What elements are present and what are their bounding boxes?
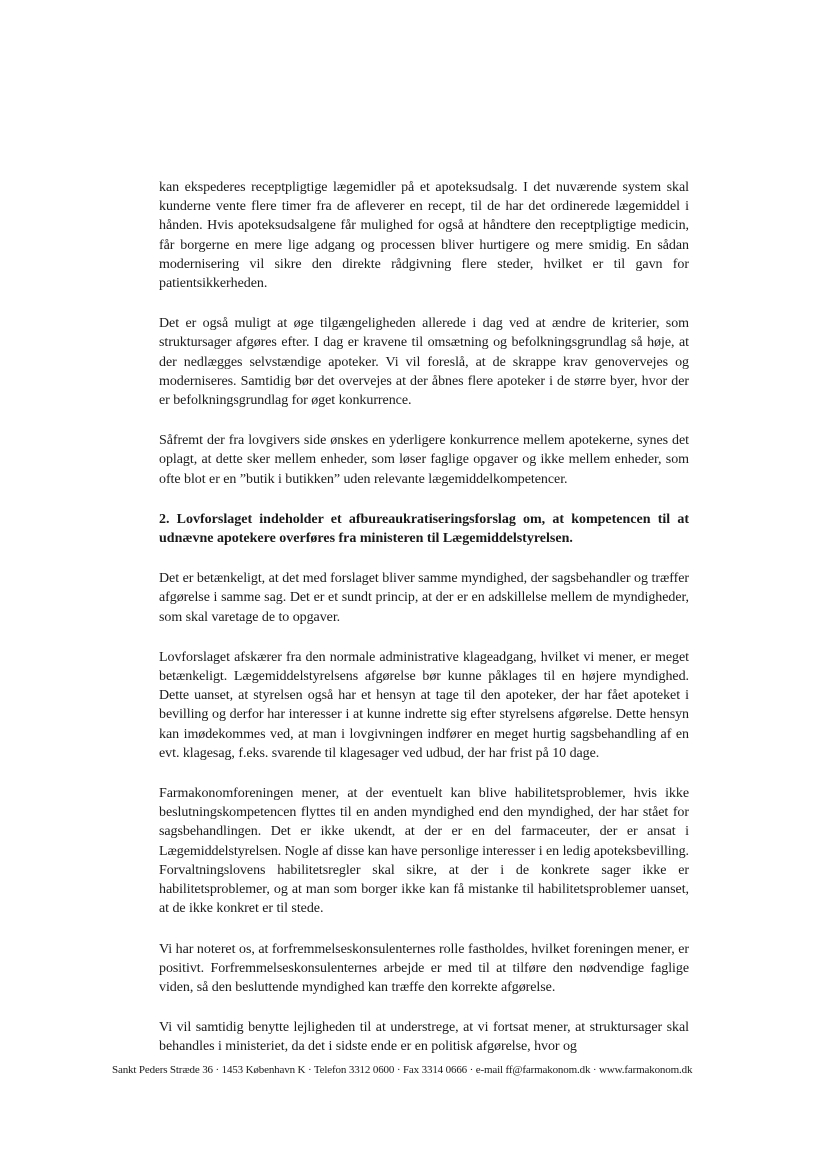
paragraph-7: Vi har noteret os, at forfremmelseskonsulenternes rolle fastholdes, hvilket foreningen mener, er positivt. Forfremmelseskonsulenternes arbejde er med til at tilføre den nødvendige faglige viden, så den besluttende myndighed kan træffe den korrekte afgørelse. — [159, 941, 689, 995]
paragraph-1: kan ekspederes receptpligtige lægemidler på et apoteksudsalg. I det nuværende system skal kunderne vente flere timer fra de afleverer en recept, til de har det ordinerede lægemiddel i hånden. Hvis apoteksudsalgene får mulighed for også at håndtere den receptpligtige medicin, får borgerne en mere lige adgang og processen bliver hurtigere og mere smidig. En sådan modernisering vil sikre den direkte rådgivning flere steder, hvilket er til gavn for patientsikkerheden. — [159, 180, 689, 292]
paragraph-2: Det er også muligt at øge tilgængeligheden allerede i dag ved at ændre de kriterier, som struktursager afgøres efter. I dag er kravene til omsætning og befolkningsgrundlag så høje, at der nedlægges selvstændige apoteker. Vi vil foreslå, at de skrappe krav genovervejes og moderniseres. Samtidig bør det overvejes at der åbnes flere apoteker i de større byer, hvor der er befolkningsgrundlag for øget konkurrence. — [159, 316, 689, 409]
paragraph-4: Det er betænkeligt, at det med forslaget bliver samme myndighed, der sagsbehandler og træffer afgørelse i samme sag. Det er et sundt princip, at der er en adskillelse mellem de myndigheder, som skal varetage de to opgaver. — [159, 571, 689, 625]
section-heading: 2. Lovforslaget indeholder et afbureaukratiseringsforslag om, at kompetencen til at udnævne apotekere overføres fra ministeren til Lægemiddelstyrelsen. — [159, 511, 689, 547]
paragraph-5: Lovforslaget afskærer fra den normale administrative klageadgang, hvilket vi mener, er meget betænkeligt. Lægemiddelstyrelsens afgørelse bør kunne påklages til en højere myndighed. Dette uanset, at styrelsen også har et hensyn at tage til den apoteker, der har fået apoteket i bevilling og derfor har interesser i at kunne indrette sig efter styrelsens afgørelse. Dette hensyn kan imødekommes ved, at man i lovgivningen indfører en meget hurtig sagsbehandling af en evt. klagesag, f.eks. svarende til klagesager ved udbud, der har frist på 10 dage. — [159, 649, 689, 761]
document-body — [159, 178, 689, 1078]
paragraph-8: Vi vil samtidig benytte lejligheden til at understrege, at vi fortsat mener, at struktursager skal behandles i ministeriet, da det i sidste ende er en politisk afgørelse, hvor og — [159, 1020, 689, 1055]
paragraph-6: Farmakonomforeningen mener, at der eventuelt kan blive habilitetsproblemer, hvis ikke beslutningskompetencen flyttes til en anden myndighed end den myndighed, der har stået for sagsbehandlingen. Det er ikke ukendt, at der er en del farmaceuter, der er ansat i Lægemiddelstyrelsen. Nogle af disse kan have personlige interesser i en ledig apoteksbevilling. Forvaltningslovens habilitetsregler skal sikre, at der i de konkrete sager ikke er habilitetsproblemer, og at man som borger ikke kan få mistanke til habilitetsproblemer uanset, at de ikke konkret er til stede. — [159, 786, 689, 917]
paragraph-3: Såfremt der fra lovgivers side ønskes en yderligere konkurrence mellem apotekerne, synes det oplagt, at dette sker mellem enheder, som løser faglige opgaver og ikke mellem enheder, som ofte blot er en ”butik i butikken” uden relevante lægemiddelkompetencer. — [159, 433, 689, 487]
page-footer: Sankt Peders Stræde 36 · 1453 København K · Telefon 3312 0600 · Fax 3314 0666 · e-mail ff@farmakonom.dk · www.farmakonom.dk — [112, 1064, 693, 1076]
